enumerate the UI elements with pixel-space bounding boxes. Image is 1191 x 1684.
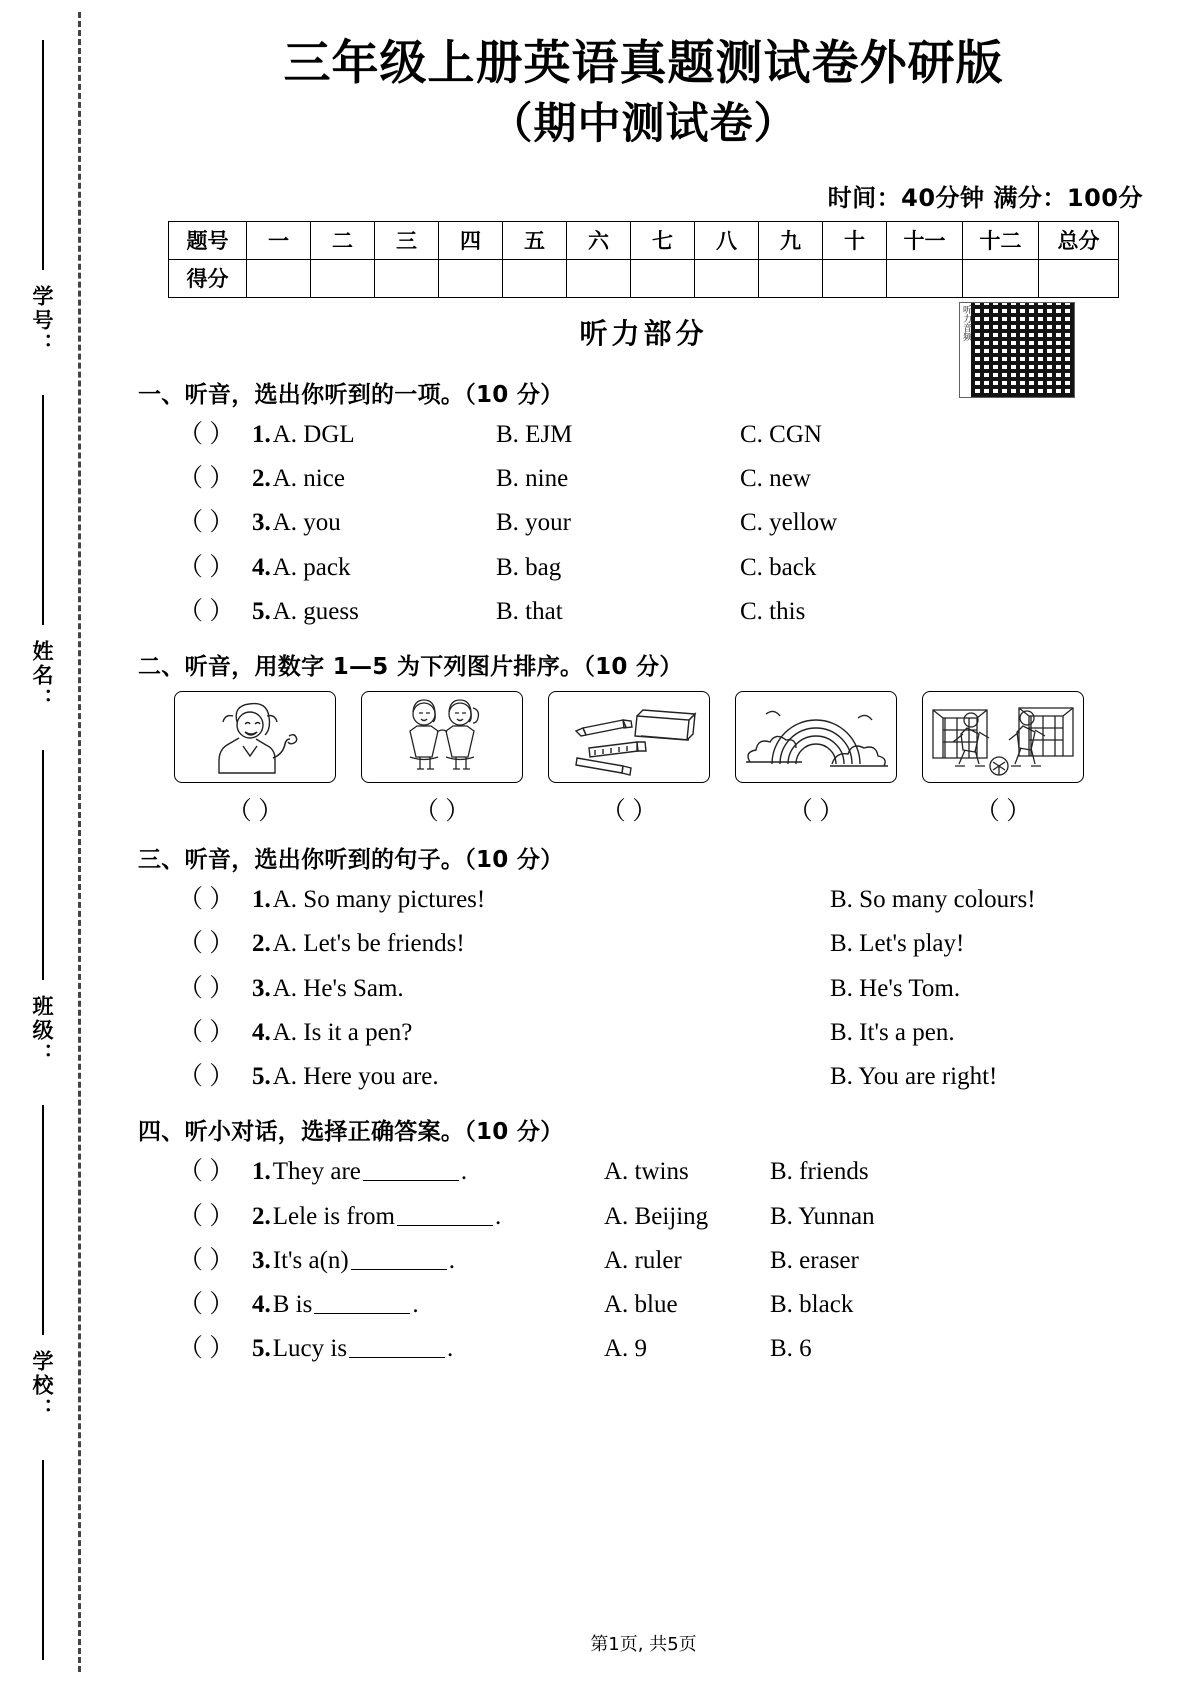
- seal-field-student-number: [20, 285, 64, 362]
- question-option-a[interactable]: 1.A. DGL: [252, 420, 355, 448]
- score-table-col-1: 一: [247, 221, 311, 259]
- qr-caption: 听力音频: [960, 303, 971, 397]
- question-option-b[interactable]: B. You are right!: [830, 1063, 998, 1091]
- question-option-b[interactable]: B. Let's play!: [830, 930, 965, 958]
- answer-bracket[interactable]: （ ）: [178, 1246, 235, 1274]
- listening-part-title: 听力部分: [579, 316, 708, 350]
- seal-divider-line: [42, 1460, 44, 1660]
- question-option-a[interactable]: 2.A. Let's be friends!: [252, 930, 465, 958]
- picture-twin-girls: [361, 691, 523, 783]
- table-row-header: [169, 221, 1119, 259]
- answer-bracket[interactable]: （ ）: [178, 1291, 235, 1319]
- answer-bracket[interactable]: （ ）: [178, 1335, 235, 1363]
- picture-pencil-case-stationery: [548, 691, 710, 783]
- seal-margin: [0, 0, 96, 1684]
- picture-woman-waving: [174, 691, 336, 783]
- question-option-b[interactable]: B. eraser: [770, 1246, 859, 1274]
- score-table-col-7: 七: [631, 221, 695, 259]
- section-one-questions: [136, 413, 1151, 634]
- answer-bracket[interactable]: （ ）: [178, 553, 235, 581]
- seal-label-name: 姓名：: [30, 640, 54, 712]
- question-option-b[interactable]: B. that: [496, 597, 563, 625]
- picture-answer-bracket-4[interactable]: （ ）: [787, 798, 845, 826]
- answer-bracket[interactable]: （ ）: [178, 1018, 235, 1046]
- section-heading-two: 二、听音，用数字 1—5 为下列图片排序。（10 分）: [138, 654, 683, 681]
- question-row: [136, 922, 1151, 966]
- score-cell[interactable]: [567, 259, 631, 297]
- question-option-a[interactable]: A. Beijing: [604, 1202, 709, 1230]
- score-table-row-label: 得分: [169, 259, 247, 297]
- seal-label-class: 班级：: [30, 995, 54, 1067]
- qr-code-pattern: [971, 303, 1074, 397]
- score-table-col-12: 十二: [963, 221, 1039, 259]
- score-table-col-2: 二: [311, 221, 375, 259]
- answer-bracket[interactable]: （ ）: [178, 1158, 235, 1186]
- score-table-col-9: 九: [759, 221, 823, 259]
- score-table-col-8: 八: [695, 221, 759, 259]
- picture-answer-bracket-2[interactable]: （ ）: [413, 798, 471, 826]
- question-row: [136, 413, 1151, 457]
- question-stem: 3.It's a(n) .: [252, 1246, 456, 1274]
- question-option-c[interactable]: C. yellow: [740, 509, 838, 537]
- question-row: [136, 967, 1151, 1011]
- question-row: [136, 1195, 1151, 1239]
- page-title: 三年级上册英语真题测试卷外研版: [283, 36, 1004, 91]
- answer-bracket[interactable]: （ ）: [178, 465, 235, 493]
- seal-label-school: 学校：: [30, 1350, 54, 1422]
- question-row: [136, 501, 1151, 545]
- question-option-b[interactable]: B. bag: [496, 553, 562, 581]
- question-stem: 5.Lucy is .: [252, 1335, 454, 1363]
- question-option-b[interactable]: B. friends: [770, 1158, 869, 1186]
- score-cell[interactable]: [439, 259, 503, 297]
- listening-part-band: [136, 306, 1151, 362]
- question-option-c[interactable]: C. this: [740, 597, 806, 625]
- question-stem: 1.They are .: [252, 1158, 468, 1186]
- seal-field-school: [20, 1350, 64, 1427]
- question-option-a[interactable]: A. 9: [604, 1335, 648, 1363]
- answer-bracket[interactable]: （ ）: [178, 597, 235, 625]
- question-option-b[interactable]: B. nine: [496, 465, 569, 493]
- question-option-a[interactable]: 1.A. So many pictures!: [252, 886, 486, 914]
- qr-code-icon[interactable]: [959, 302, 1075, 398]
- score-table-col-6: 六: [567, 221, 631, 259]
- question-option-a[interactable]: 5.A. Here you are.: [252, 1063, 439, 1091]
- question-option-a[interactable]: 2.A. nice: [252, 465, 345, 493]
- question-option-b[interactable]: B. He's Tom.: [830, 974, 961, 1002]
- question-option-b[interactable]: B. So many colours!: [830, 886, 1036, 914]
- seal-divider-line: [42, 395, 44, 625]
- picture-rainbow-clouds: [735, 691, 897, 783]
- question-option-c[interactable]: C. CGN: [740, 420, 822, 448]
- seal-label-student-number: 学号：: [30, 285, 54, 357]
- question-option-b[interactable]: B. Yunnan: [770, 1202, 875, 1230]
- score-table-col-total: 总分: [1039, 221, 1119, 259]
- answer-bracket[interactable]: （ ）: [178, 886, 235, 914]
- answer-bracket[interactable]: （ ）: [178, 509, 235, 537]
- fill-blank[interactable]: [349, 1357, 445, 1358]
- score-table: [168, 221, 1119, 298]
- score-table-col-11: 十一: [887, 221, 963, 259]
- seal-field-name: [20, 640, 64, 717]
- question-row: [136, 457, 1151, 501]
- question-option-a[interactable]: A. blue: [604, 1291, 678, 1319]
- question-row: [136, 1327, 1151, 1371]
- score-cell[interactable]: [503, 259, 567, 297]
- picture-answer-bracket-1[interactable]: （ ）: [226, 798, 284, 826]
- picture-answer-brackets-row: [174, 791, 1084, 827]
- score-cell[interactable]: [375, 259, 439, 297]
- question-option-a[interactable]: 3.A. He's Sam.: [252, 974, 404, 1002]
- question-row: [136, 878, 1151, 922]
- question-option-b[interactable]: B. It's a pen.: [830, 1018, 955, 1046]
- question-option-c[interactable]: C. new: [740, 465, 811, 493]
- question-option-a[interactable]: A. ruler: [604, 1246, 682, 1274]
- seal-field-class: [20, 995, 64, 1072]
- score-table-row-label: 题号: [169, 221, 247, 259]
- score-cell-total[interactable]: [1039, 259, 1119, 297]
- score-cell[interactable]: [631, 259, 695, 297]
- table-row-score: [169, 259, 1119, 297]
- question-option-b[interactable]: B. EJM: [496, 420, 573, 448]
- question-option-c[interactable]: C. back: [740, 553, 817, 581]
- question-row: [136, 546, 1151, 590]
- seal-divider-line: [42, 750, 44, 980]
- seal-dashed-line: [78, 12, 81, 1672]
- question-stem: 4.B is .: [252, 1291, 419, 1319]
- question-row: [136, 1283, 1151, 1327]
- page-footer: 第1页, 共5页: [590, 1634, 697, 1655]
- question-option-a[interactable]: 4.A. Is it a pen?: [252, 1018, 413, 1046]
- question-option-a[interactable]: 4.A. pack: [252, 553, 351, 581]
- answer-bracket[interactable]: （ ）: [178, 974, 235, 1002]
- picture-answer-bracket-5[interactable]: （ ）: [974, 798, 1032, 826]
- seal-divider-line: [42, 40, 44, 270]
- page-subtitle: （期中测试卷）: [489, 99, 798, 150]
- section-heading-four: 四、听小对话，选择正确答案。（10 分）: [138, 1119, 564, 1146]
- score-cell[interactable]: [963, 259, 1039, 297]
- score-cell[interactable]: [695, 259, 759, 297]
- answer-bracket[interactable]: （ ）: [178, 1063, 235, 1091]
- question-stem: 2.Lele is from .: [252, 1202, 502, 1230]
- score-cell[interactable]: [247, 259, 311, 297]
- answer-bracket[interactable]: （ ）: [178, 930, 235, 958]
- exam-meta: 时间：40分钟 满分：100分: [827, 183, 1143, 212]
- question-option-b[interactable]: B. black: [770, 1291, 854, 1319]
- question-row: [136, 1011, 1151, 1055]
- question-row: [136, 1055, 1151, 1099]
- section-three-questions: [136, 878, 1151, 1099]
- fill-blank[interactable]: [314, 1313, 410, 1314]
- question-option-b[interactable]: B. 6: [770, 1335, 812, 1363]
- score-table-col-5: 五: [503, 221, 567, 259]
- question-row: [136, 1150, 1151, 1194]
- question-option-b[interactable]: B. your: [496, 509, 571, 537]
- section-heading-three: 三、听音，选出你听到的句子。（10 分）: [138, 847, 564, 874]
- score-cell[interactable]: [759, 259, 823, 297]
- score-cell[interactable]: [887, 259, 963, 297]
- fill-blank[interactable]: [397, 1225, 493, 1226]
- answer-bracket[interactable]: （ ）: [178, 1202, 235, 1230]
- score-table-col-3: 三: [375, 221, 439, 259]
- picture-answer-bracket-3[interactable]: （ ）: [600, 798, 658, 826]
- seal-divider-line: [42, 1105, 44, 1335]
- score-table-col-10: 十: [823, 221, 887, 259]
- exam-page: [96, 0, 1191, 1684]
- section-four-questions: [136, 1150, 1151, 1371]
- picture-boys-playing-football: [922, 691, 1084, 783]
- fill-blank[interactable]: [363, 1180, 459, 1181]
- score-cell[interactable]: [311, 259, 375, 297]
- picture-ordering-row: [174, 691, 1084, 783]
- question-option-a[interactable]: 5.A. guess: [252, 597, 359, 625]
- question-row: [136, 590, 1151, 634]
- section-heading-one: 一、听音，选出你听到的一项。（10 分）: [138, 381, 564, 408]
- question-row: [136, 1239, 1151, 1283]
- question-option-a[interactable]: 3.A. you: [252, 509, 341, 537]
- answer-bracket[interactable]: （ ）: [178, 420, 235, 448]
- fill-blank[interactable]: [351, 1269, 447, 1270]
- score-cell[interactable]: [823, 259, 887, 297]
- score-table-col-4: 四: [439, 221, 503, 259]
- question-option-a[interactable]: A. twins: [604, 1158, 689, 1186]
